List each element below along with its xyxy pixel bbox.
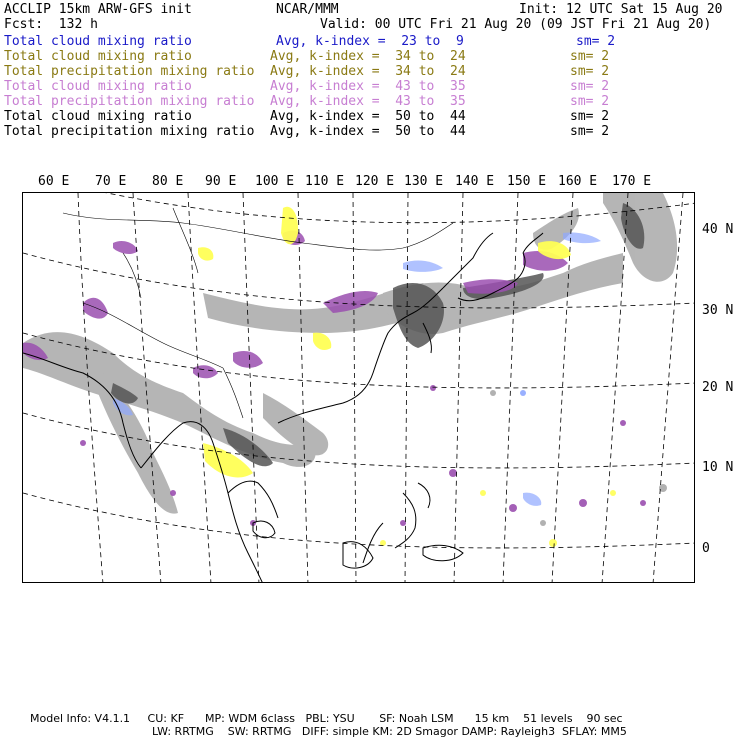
field-avg-range: Avg, k-index = 50 to 44 [270,109,466,124]
institution-label: NCAR/MMM [276,2,339,17]
longitude-label: 110 E [305,174,345,189]
model-physics: LW: RRTMG SW: RRTMG DIFF: simple KM: 2D Smagor DAMP: Rayleigh3 SFLAY: MM5 [152,725,627,738]
field-smoothing: sm= 2 [570,109,610,124]
forecast-hour: Fcst: 132 h [4,17,98,32]
field-smoothing: sm= 2 [570,124,610,139]
field-avg-range: Avg, k-index = 43 to 35 [270,79,466,94]
valid-time: Valid: 00 UTC Fri 21 Aug 20 (09 JST Fri 21 Aug 20) [320,17,712,32]
latitude-label: 20 N [702,380,734,395]
model-title: ACCLIP 15km ARW-GFS init [4,2,192,17]
longitude-label: 100 E [255,174,295,189]
field-smoothing: sm= 2 [570,79,610,94]
field-avg-range: Avg, k-index = 50 to 44 [270,124,466,139]
longitude-label: 80 E [152,174,184,189]
latitude-label: 30 N [702,303,734,318]
field-smoothing: sm= 2 [570,94,610,109]
longitude-label: 150 E [507,174,547,189]
latitude-label: 0 [702,541,710,556]
cloud-shading-blue [113,232,601,505]
map-panel [22,192,695,583]
latitude-label: 40 N [702,222,734,237]
field-name: Total cloud mixing ratio [4,34,192,49]
longitude-label: 120 E [355,174,395,189]
field-smoothing: sm= 2 [570,49,610,64]
init-time: Init: 12 UTC Sat 15 Aug 20 [519,2,723,17]
model-info: Model Info: V4.1.1 CU: KF MP: WDM 6class PBL: YSU SF: Noah LSM 15 km 51 levels 90 sec [30,712,623,725]
field-avg-range: Avg, k-index = 34 to 24 [270,49,466,64]
map-canvas [23,193,695,583]
field-name: Total precipitation mixing ratio [4,94,255,109]
latitude-label: 10 N [702,460,734,475]
field-name: Total precipitation mixing ratio [4,124,255,139]
field-name: Total precipitation mixing ratio [4,64,255,79]
longitude-label: 160 E [558,174,598,189]
longitude-label: 130 E [404,174,444,189]
longitude-label: 60 E [38,174,70,189]
field-smoothing: sm= 2 [570,64,610,79]
longitude-label: 140 E [455,174,495,189]
field-name: Total cloud mixing ratio [4,109,192,124]
field-avg-range: Avg, k-index = 23 to 9 [276,34,464,49]
field-avg-range: Avg, k-index = 43 to 35 [270,94,466,109]
field-name: Total cloud mixing ratio [4,49,192,64]
field-name: Total cloud mixing ratio [4,79,192,94]
field-smoothing: sm= 2 [576,34,616,49]
field-avg-range: Avg, k-index = 34 to 24 [270,64,466,79]
longitude-label: 70 E [95,174,127,189]
longitude-label: 90 E [205,174,237,189]
longitude-label: 170 E [612,174,652,189]
